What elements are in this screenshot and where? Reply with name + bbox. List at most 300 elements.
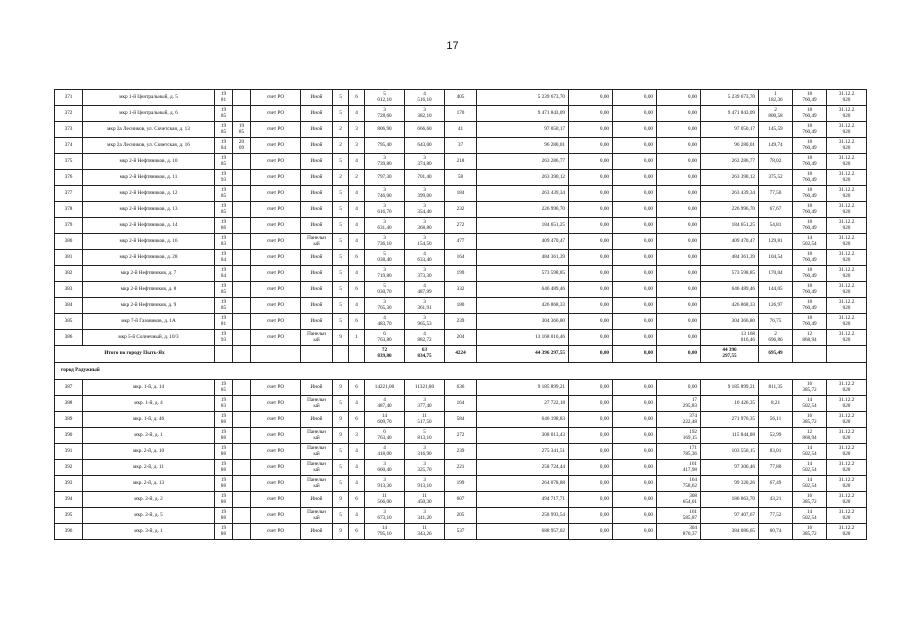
cell-a2: 3 373,30 <box>405 266 445 282</box>
cell-y2 <box>233 154 251 170</box>
cell-people: 584 <box>445 412 477 428</box>
cell-wall: Иной <box>301 186 333 202</box>
cell-a2: 5 813,10 <box>405 428 445 444</box>
cell-y1: 19 86 <box>215 218 233 234</box>
cell-floors: 5 <box>333 154 349 170</box>
cell-c4: 0,00 <box>657 170 701 186</box>
cell-c8: 31.12.2 020 <box>827 138 867 154</box>
cell-c7: 14 502,54 <box>793 396 827 412</box>
cell-floors: 5 <box>333 90 349 106</box>
table-row <box>55 154 867 170</box>
cell-c4: 0,00 <box>657 380 701 396</box>
cell-a1: 806,90 <box>365 122 405 138</box>
cell-c5: 426 868,33 <box>701 298 759 314</box>
cell-a2: 3 316,90 <box>405 444 445 460</box>
cell-c3: 0,00 <box>613 380 657 396</box>
cell-c2: 0,00 <box>569 330 613 346</box>
cell-src: счет РО <box>251 460 301 476</box>
cell-c5: 13 168 016,46 <box>701 330 759 346</box>
cell-ent: 6 <box>349 90 365 106</box>
cell-y2 <box>233 170 251 186</box>
cell-y2 <box>233 314 251 330</box>
cell-c1: 226 996,70 <box>477 202 569 218</box>
cell-wall: Иной <box>301 90 333 106</box>
cell-src: счет РО <box>251 250 301 266</box>
cell-c8: 31.12.2 020 <box>827 266 867 282</box>
cell-y2 <box>233 250 251 266</box>
cell-floors: 5 <box>333 460 349 476</box>
cell-c4: 192 169,15 <box>657 428 701 444</box>
cell-wall: Иной <box>301 314 333 330</box>
cell-a1: 4 483,70 <box>365 314 405 330</box>
cell-c8: 31.12.2 020 <box>827 476 867 492</box>
cell-c5: 96 280,01 <box>701 138 759 154</box>
cell-y2 <box>233 460 251 476</box>
cell-a1: 3 739,80 <box>365 154 405 170</box>
cell-src: счет РО <box>251 428 301 444</box>
cell-addr: мкр. 2-й, д. 11 <box>83 460 215 476</box>
cell-y1: 19 86 <box>215 428 233 444</box>
cell-a2: 4 516,10 <box>405 90 445 106</box>
cell-n: 391 <box>55 444 83 460</box>
cell-y1: 19 83 <box>215 234 233 250</box>
cell-people: 41 <box>445 122 477 138</box>
cell-c8: 31.12.2 020 <box>827 314 867 330</box>
table-row <box>55 106 867 122</box>
cell-addr: мкр. 1-й, д. 4 <box>83 396 215 412</box>
table-row <box>55 380 867 396</box>
cell-a2: 4 487,99 <box>405 282 445 298</box>
cell-people: 184 <box>445 186 477 202</box>
cell-c1: 494 717,71 <box>477 492 569 508</box>
cell-c1: 304 366,80 <box>477 314 569 330</box>
cell-c4: 0,00 <box>657 138 701 154</box>
cell-wall: Иной <box>301 218 333 234</box>
cell-wall: Иной <box>301 202 333 218</box>
cell-people: 170 <box>445 106 477 122</box>
cell-n: 376 <box>55 170 83 186</box>
cell-c5: 271 976,35 <box>701 412 759 428</box>
cell-a2: 3 341,20 <box>405 508 445 524</box>
cell-n: 374 <box>55 138 83 154</box>
cell-y2 <box>233 476 251 492</box>
cell-c7: 18 760,49 <box>793 218 827 234</box>
cell-y2 <box>233 524 251 540</box>
cell-y1: 19 81 <box>215 314 233 330</box>
total-c6: 695,49 <box>759 346 793 363</box>
cell-c3: 0,00 <box>613 428 657 444</box>
cell-addr: мкр. 1-й, д. 46 <box>83 412 215 428</box>
table-row <box>55 524 867 540</box>
cell-c2: 0,00 <box>569 218 613 234</box>
cell-src: счет РО <box>251 154 301 170</box>
cell-c2: 0,00 <box>569 298 613 314</box>
cell-people: 164 <box>445 250 477 266</box>
cell-addr: мкр 7-й Газовиков, д. 1А <box>83 314 215 330</box>
cell-c5: 304 366,80 <box>701 314 759 330</box>
cell-people: 239 <box>445 314 477 330</box>
page-number: 17 <box>446 40 459 52</box>
empty-cell <box>215 346 233 363</box>
cell-n: 385 <box>55 314 83 330</box>
empty-cell <box>349 346 365 363</box>
cell-c2: 0,00 <box>569 314 613 330</box>
cell-c4: 0,00 <box>657 90 701 106</box>
cell-c1: 275 341,51 <box>477 444 569 460</box>
cell-c1: 263 286,77 <box>477 154 569 170</box>
cell-people: 272 <box>445 218 477 234</box>
cell-y1: 19 85 <box>215 106 233 122</box>
cell-floors: 9 <box>333 330 349 346</box>
cell-c7: 18 760,49 <box>793 138 827 154</box>
cell-wall: Иной <box>301 170 333 186</box>
table-row <box>55 508 867 524</box>
cell-a2: 11 343,26 <box>405 524 445 540</box>
cell-a1: 14 795,10 <box>365 524 405 540</box>
cell-wall: Панельн ый <box>301 428 333 444</box>
cell-c4: 0,00 <box>657 154 701 170</box>
empty-cell <box>333 346 349 363</box>
cell-a1: 5 038,40 <box>365 250 405 266</box>
cell-c2: 0,00 <box>569 524 613 540</box>
cell-y2 <box>233 186 251 202</box>
cell-a2: 4 633,40 <box>405 250 445 266</box>
cell-src: счет РО <box>251 330 301 346</box>
cell-c8: 31.12.2 020 <box>827 282 867 298</box>
cell-n: 378 <box>55 202 83 218</box>
cell-c1: 646 198,83 <box>477 412 569 428</box>
cell-wall: Иной <box>301 524 333 540</box>
cell-people: 239 <box>445 444 477 460</box>
table-row <box>55 90 867 106</box>
cell-addr: мкр 2-й Нефтяников, д. 12 <box>83 186 215 202</box>
cell-c2: 0,00 <box>569 492 613 508</box>
cell-n: 393 <box>55 476 83 492</box>
cell-src: счет РО <box>251 202 301 218</box>
cell-c7: 16 385,72 <box>793 380 827 396</box>
cell-c1: 263 390,12 <box>477 170 569 186</box>
cell-c6: 811,35 <box>759 380 793 396</box>
cell-c5: 384 086,65 <box>701 524 759 540</box>
cell-floors: 5 <box>333 282 349 298</box>
cell-y1: 19 86 <box>215 524 233 540</box>
cell-addr: мкр 2-й Нефтяников, д. 14 <box>83 218 215 234</box>
cell-c2: 0,00 <box>569 186 613 202</box>
cell-y2 <box>233 330 251 346</box>
cell-c1: 258 993,54 <box>477 508 569 524</box>
cell-c8: 31.12.2 020 <box>827 170 867 186</box>
cell-y2 <box>233 106 251 122</box>
cell-floors: 5 <box>333 266 349 282</box>
cell-wall: Панельн ый <box>301 476 333 492</box>
cell-c2: 0,00 <box>569 154 613 170</box>
cell-c3: 0,00 <box>613 508 657 524</box>
cell-src: счет РО <box>251 138 301 154</box>
cell-c5: 103 556,15 <box>701 444 759 460</box>
cell-n: 371 <box>55 90 83 106</box>
cell-a1: 5 030,70 <box>365 282 405 298</box>
cell-addr: мкр 2-й Нефтяников, д. 28 <box>83 250 215 266</box>
cell-wall: Панельн ый <box>301 396 333 412</box>
cell-c8: 31.12.2 020 <box>827 396 867 412</box>
cell-ent: 3 <box>349 428 365 444</box>
cell-y2 <box>233 90 251 106</box>
table-row <box>55 122 867 138</box>
cell-c1: 308 013,43 <box>477 428 569 444</box>
cell-c3: 0,00 <box>613 298 657 314</box>
cell-a1: 3 728,60 <box>365 106 405 122</box>
cell-c7: 16 385,72 <box>793 412 827 428</box>
cell-c5: 97 306,46 <box>701 460 759 476</box>
cell-y1: 19 93 <box>215 330 233 346</box>
cell-wall: Иной <box>301 154 333 170</box>
table-row <box>55 492 867 508</box>
cell-a2: 4 882,72 <box>405 330 445 346</box>
cell-a1: 11 566,00 <box>365 492 405 508</box>
cell-addr: мкр 1-й Центральный, д. 5 <box>83 90 215 106</box>
cell-floors: 2 <box>333 170 349 186</box>
cell-c7: 18 760,49 <box>793 106 827 122</box>
cell-a1: 3 660,40 <box>365 460 405 476</box>
table-row <box>55 428 867 444</box>
cell-ent: 3 <box>349 138 365 154</box>
cell-a1: 6 763,80 <box>365 330 405 346</box>
cell-c2: 0,00 <box>569 250 613 266</box>
cell-a2: 11 517,50 <box>405 412 445 428</box>
cell-c4: 0,00 <box>657 298 701 314</box>
cell-addr: мкр 2-й Нефтяников, д. 8 <box>83 282 215 298</box>
cell-c2: 0,00 <box>569 282 613 298</box>
cell-y1: 19 83 <box>215 396 233 412</box>
cell-y2 <box>233 266 251 282</box>
cell-c2: 0,00 <box>569 460 613 476</box>
cell-wall: Иной <box>301 138 333 154</box>
table-row <box>55 396 867 412</box>
cell-c6: 129,81 <box>759 234 793 250</box>
cell-n: 396 <box>55 524 83 540</box>
cell-c7: 14 502,54 <box>793 460 827 476</box>
cell-c6: 43,21 <box>759 492 793 508</box>
cell-y2 <box>233 444 251 460</box>
cell-wall: Иной <box>301 266 333 282</box>
cell-floors: 5 <box>333 508 349 524</box>
total-cost: 44 396 297,55 <box>477 346 569 363</box>
cell-c6: 77,50 <box>759 186 793 202</box>
cell-ent: 6 <box>349 250 365 266</box>
cell-n: 389 <box>55 412 83 428</box>
cell-a1: 4 418,00 <box>365 444 405 460</box>
cell-c8: 31.12.2 020 <box>827 460 867 476</box>
table-row <box>55 266 867 282</box>
cell-c1: 264 078,88 <box>477 476 569 492</box>
cell-c3: 0,00 <box>613 412 657 428</box>
cell-y1: 19 84 <box>215 250 233 266</box>
cell-c4: 17 295,83 <box>657 396 701 412</box>
cell-c8: 31.12.2 020 <box>827 330 867 346</box>
cell-c5: 409 470,47 <box>701 234 759 250</box>
cell-a1: 3 765,30 <box>365 298 405 314</box>
cell-c7: 14 502,54 <box>793 444 827 460</box>
cell-wall: Иной <box>301 412 333 428</box>
cell-y1: 19 86 <box>215 476 233 492</box>
cell-c7: 18 760,49 <box>793 186 827 202</box>
cell-c1: 688 957,02 <box>477 524 569 540</box>
cell-c8: 31.12.2 020 <box>827 492 867 508</box>
cell-c7: 18 760,49 <box>793 266 827 282</box>
total-c2: 0,00 <box>569 346 613 363</box>
cell-y2 <box>233 396 251 412</box>
cell-src: счет РО <box>251 90 301 106</box>
cell-c7: 14 502,54 <box>793 508 827 524</box>
cell-c6: 149,74 <box>759 138 793 154</box>
cell-people: 636 <box>445 380 477 396</box>
cell-c6: 77,80 <box>759 460 793 476</box>
cell-src: счет РО <box>251 314 301 330</box>
cell-c6: 2 800,58 <box>759 106 793 122</box>
cell-c3: 0,00 <box>613 444 657 460</box>
cell-people: 332 <box>445 282 477 298</box>
cell-c2: 0,00 <box>569 138 613 154</box>
cell-addr: мкр 5-й Солнечный, д. 10/3 <box>83 330 215 346</box>
cell-c1: 409 470,47 <box>477 234 569 250</box>
cell-y2 <box>233 508 251 524</box>
cell-c3: 0,00 <box>613 250 657 266</box>
cell-c5: 97 407,67 <box>701 508 759 524</box>
cell-c2: 0,00 <box>569 412 613 428</box>
cell-c2: 0,00 <box>569 266 613 282</box>
cell-src: счет РО <box>251 396 301 412</box>
cell-y2 <box>233 428 251 444</box>
cell-c4: 0,00 <box>657 250 701 266</box>
cell-c2: 0,00 <box>569 396 613 412</box>
cell-c1: 263 439,34 <box>477 186 569 202</box>
cell-c3: 0,00 <box>613 282 657 298</box>
cell-a2: 3 154,50 <box>405 234 445 250</box>
cell-c1: 27 722,18 <box>477 396 569 412</box>
cell-a2: 3 965,53 <box>405 314 445 330</box>
city-header-row <box>55 363 867 380</box>
cell-a2: 3 374,80 <box>405 154 445 170</box>
cell-c3: 0,00 <box>613 170 657 186</box>
cell-a1: 3 673,10 <box>365 508 405 524</box>
cell-a1: 14 609,70 <box>365 412 405 428</box>
cell-floors: 5 <box>333 234 349 250</box>
cell-c3: 0,00 <box>613 266 657 282</box>
total-c5: 44 396 297,55 <box>701 346 759 363</box>
cell-c7: 18 760,49 <box>793 202 827 218</box>
table-row <box>55 412 867 428</box>
cell-c4: 0,00 <box>657 122 701 138</box>
cell-c3: 0,00 <box>613 524 657 540</box>
cell-y1: 19 84 <box>215 138 233 154</box>
cell-c8: 31.12.2 020 <box>827 106 867 122</box>
cell-ent: 4 <box>349 444 365 460</box>
cell-a2: 3 325,70 <box>405 460 445 476</box>
cell-ent: 4 <box>349 154 365 170</box>
cell-c2: 0,00 <box>569 202 613 218</box>
cell-people: 607 <box>445 492 477 508</box>
cell-floors: 9 <box>333 492 349 508</box>
cell-c3: 0,00 <box>613 218 657 234</box>
table-row <box>55 314 867 330</box>
cell-c4: 171 785,36 <box>657 444 701 460</box>
cell-ent: 4 <box>349 202 365 218</box>
cell-c8: 31.12.2 020 <box>827 218 867 234</box>
cell-c5: 263 439,34 <box>701 186 759 202</box>
cell-c4: 0,00 <box>657 266 701 282</box>
cell-c8: 31.12.2 020 <box>827 444 867 460</box>
cell-people: 218 <box>445 154 477 170</box>
cell-src: счет РО <box>251 170 301 186</box>
cell-c7: 18 760,49 <box>793 298 827 314</box>
cell-people: 164 <box>445 396 477 412</box>
cell-n: 384 <box>55 298 83 314</box>
cell-wall: Иной <box>301 298 333 314</box>
cell-ent: 2 <box>349 170 365 186</box>
cell-n: 392 <box>55 460 83 476</box>
cell-a2: 643,00 <box>405 138 445 154</box>
empty-cell <box>233 346 251 363</box>
cell-y1: 19 86 <box>215 444 233 460</box>
cell-y2 <box>233 282 251 298</box>
cell-y1: 19 93 <box>215 170 233 186</box>
cell-c6: 56,11 <box>759 412 793 428</box>
cell-a2: 11 450,30 <box>405 492 445 508</box>
cell-c6: 2 696,86 <box>759 330 793 346</box>
cell-y1: 19 85 <box>215 202 233 218</box>
cell-c6: 8,21 <box>759 396 793 412</box>
cell-c2: 0,00 <box>569 234 613 250</box>
cell-addr: мкр. 3-й, д. 1 <box>83 524 215 540</box>
cell-wall: Панельн ый <box>301 234 333 250</box>
cell-c1: 646 489,46 <box>477 282 569 298</box>
cell-y1: 19 85 <box>215 298 233 314</box>
cell-ent: 4 <box>349 266 365 282</box>
cell-src: счет РО <box>251 524 301 540</box>
cell-c7: 18 760,49 <box>793 154 827 170</box>
cell-c4: 308 654,01 <box>657 492 701 508</box>
cell-c3: 0,00 <box>613 492 657 508</box>
cell-c3: 0,00 <box>613 476 657 492</box>
cell-c5: 5 239 673,70 <box>701 90 759 106</box>
cell-c8: 31.12.2 020 <box>827 298 867 314</box>
cell-people: 199 <box>445 476 477 492</box>
total-people: 4224 <box>445 346 477 363</box>
cell-a2: 3 399,00 <box>405 186 445 202</box>
cell-a2: 3 354,40 <box>405 202 445 218</box>
cell-c5: 646 489,46 <box>701 282 759 298</box>
cell-a2: 11321,80 <box>405 380 445 396</box>
cell-floors: 5 <box>333 298 349 314</box>
cell-floors: 9 <box>333 428 349 444</box>
table-row <box>55 138 867 154</box>
cell-c2: 0,00 <box>569 428 613 444</box>
cell-c2: 0,00 <box>569 476 613 492</box>
cell-y1: 19 85 <box>215 380 233 396</box>
cell-c5: 573 598,85 <box>701 266 759 282</box>
cell-c4: 0,00 <box>657 314 701 330</box>
cell-ent: 6 <box>349 380 365 396</box>
cell-c7: 18 760,49 <box>793 122 827 138</box>
cell-addr: мкр 2-й Нефтяников, д. 7 <box>83 266 215 282</box>
cell-c8: 31.12.2 020 <box>827 154 867 170</box>
cell-src: счет РО <box>251 122 301 138</box>
cell-y1: 19 86 <box>215 508 233 524</box>
cell-a2: 701,40 <box>405 170 445 186</box>
cell-c5: 115 844,08 <box>701 428 759 444</box>
total-label: Итого по городу Пыть-Ях <box>55 346 215 363</box>
cell-n: 394 <box>55 492 83 508</box>
